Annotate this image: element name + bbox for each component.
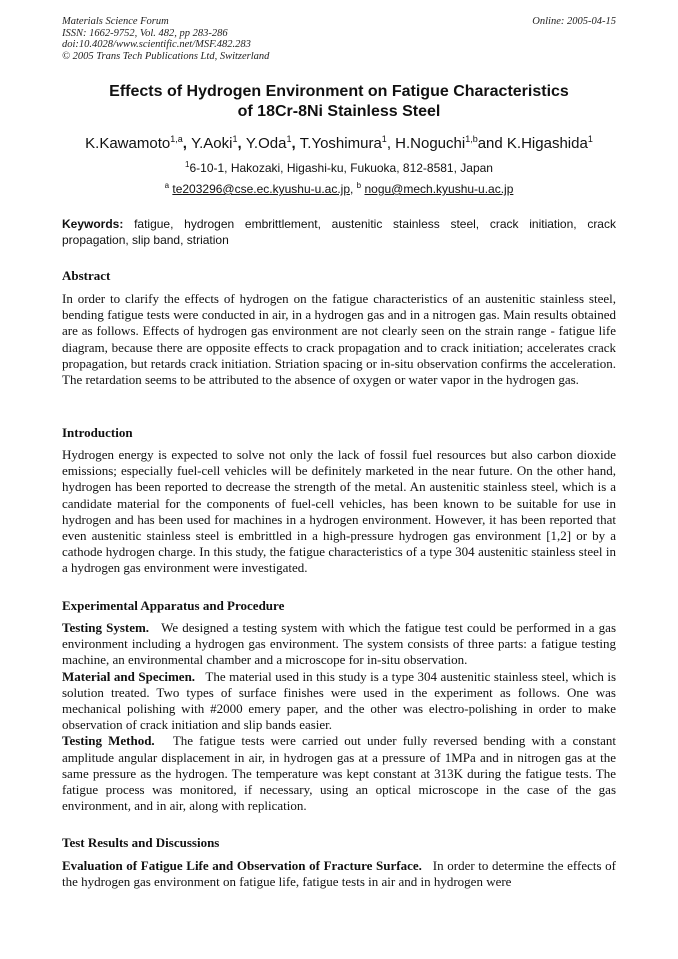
results-paragraph	[62, 858, 616, 890]
email-link-a[interactable]: te203296@cse.ec.kyushu-u.ac.jp	[172, 182, 350, 196]
author-connector: and	[477, 135, 503, 152]
author-sup: 1	[381, 134, 387, 144]
paragraph-text: We designed a testing system with which the fatigue test could be performed in a gas environment including a hydrogen gas environment. The system consists of three parts: a fatigue testing machine, an environmental chamber and a microscope for in-situ observation.	[62, 620, 617, 668]
journal-copyright: © 2005 Trans Tech Publications Ltd, Switzerland	[62, 50, 270, 62]
affiliation-sup: 1	[185, 160, 190, 169]
author-name: K.Higashida	[506, 135, 588, 152]
journal-doi: doi:10.4028/www.scientific.net/MSF.482.283	[62, 39, 251, 50]
results-text	[62, 858, 616, 890]
author-name: H.Noguchi	[395, 135, 466, 152]
keywords-text: fatigue, hydrogen embrittlement, austenitic stainless steel, crack initiation, crack propagation, slip band, striation	[62, 217, 616, 247]
title-line-1: Effects of Hydrogen Environment on Fatigue Characteristics	[109, 83, 569, 100]
paragraph-runin: Testing System.	[62, 620, 150, 635]
author-sup: 1	[587, 134, 593, 144]
keywords	[62, 216, 616, 248]
author-sup: 1,b	[465, 134, 478, 144]
author-emails: $^a$ te203296@cse.ec.kyushu-u.ac.jp, $^b$ nogu@mech.kyushu-u.ac.jp	[164, 181, 514, 196]
experimental-paragraph	[62, 620, 616, 669]
abstract-text	[62, 291, 616, 388]
introduction-heading: Introduction	[62, 425, 133, 440]
paragraph-text: The material used in this study is a type 304 austenitic stainless steel, which is solution treated. Two types of surface finishes were used in the experiment as follows. One was mechanical polishing with #2000 emery paper, and the other was electro-polishing in order to make observation of crack initiation and slip bands easier.	[62, 668, 617, 733]
journal-header	[62, 16, 616, 62]
paper-title	[62, 82, 616, 122]
affiliation-text: 6-10-1, Hakozaki, Higashi-ku, Fukuoka, 812-8581, Japan	[189, 161, 493, 175]
abstract-heading: Abstract	[62, 268, 111, 283]
author-sup: 1	[286, 134, 292, 144]
experimental-text	[62, 620, 616, 814]
paragraph-runin: Material and Specimen.	[62, 668, 196, 684]
paragraph-runin: Evaluation of Fatigue Life and Observation of Fracture Surface.	[62, 858, 422, 873]
keywords-label: Keywords:	[62, 217, 124, 231]
author-sup: 1,a	[170, 134, 183, 144]
paragraph-runin: Testing Method.	[62, 733, 155, 749]
paragraph-text: The fatigue tests were carried out under fully reversed bending with a constant amplitude angular displacement in air, in hydrogen gas at a pressure of 1MPa and in nitrogen gas at the same pressure as the hydrogen. The temperature was kept constant at 313K during the fatigue tests. The fatigue process was monitored, if necessary, using an optical microscope in the case of the gas environment, and in air, along with replication.	[62, 733, 616, 814]
email-link-b[interactable]: nogu@mech.kyushu-u.ac.jp	[364, 182, 514, 196]
journal-issn: ISSN: 1662-9752, Vol. 482, pp 283-286	[62, 27, 228, 39]
author-name: Y.Oda	[245, 135, 287, 152]
experimental-paragraph	[62, 669, 616, 734]
author-name: T.Yoshimura	[299, 135, 382, 152]
email-sup: a	[164, 181, 170, 190]
paragraph-text: In order to determine the effects of the hydrogen gas environment on fatigue life, fatigue tests in air and in hydrogen were	[62, 858, 617, 890]
introduction-paragraph: Hydrogen energy is expected to solve not only the lack of fossil fuel resources but also carbon dioxide emissions; especially fuel-cell vehicles will be definitely marketed in the near future. On the other hand, hydrogen has been reported to decrease the strength of the metal. An austenitic stainless steel, which is a candidate material for the components of fuel-cell vehicles, has been known to be suitable for use in hydrogen and has been used for machines in a hydrogen environment. However, it has been reported that even austenitic stainless steel is embrittled in a high-pressure hydrogen gas environment [1,2] or by a cathode hydrogen charge. In this study, the fatigue characteristics of a type 304 austenitic stainless steel in a hydrogen gas environment were investigated.	[62, 447, 616, 576]
experimental-heading: Experimental Apparatus and Procedure	[62, 598, 285, 613]
results-heading: Test Results and Discussions	[62, 835, 220, 850]
author-name: Y.Aoki	[191, 135, 233, 152]
title-line-2: of 18Cr-8Ni Stainless Steel	[237, 103, 441, 120]
author-list: K.Kawamoto$^{1,a}$, Y.Aoki$^1$, Y.Oda$^1$, T.Yoshimura$^1$, H.Noguchi$^{1,b}$and K.Higashida$^1$	[85, 134, 593, 152]
author-sup: 1	[232, 134, 238, 144]
journal-name: Materials Science Forum	[62, 16, 169, 27]
introduction-text	[62, 447, 616, 577]
abstract-paragraph: In order to clarify the effects of hydrogen on the fatigue characteristics of an austenitic stainless steel, bending fatigue tests were conducted in air, in a hydrogen gas and in a nitrogen gas. Main results obtained are as follows. Effects of hydrogen gas environment are not clearly seen on the strain range - fatigue life diagram, because there are opposite effects to crack propagation and to crack initiation; accelerates crack propagation, but retards crack initiation. Striation spacing or in-situ observation confirms the acceleration. The retardation seems to be attributed to the absence of oxygen or water vapor in the hydrogen gas.	[62, 291, 616, 388]
affiliation	[62, 160, 616, 176]
online-date: Online: 2005-04-15	[532, 16, 616, 27]
author-name: K.Kawamoto	[85, 135, 171, 152]
experimental-paragraph	[62, 733, 616, 814]
email-sup: b	[356, 181, 362, 190]
